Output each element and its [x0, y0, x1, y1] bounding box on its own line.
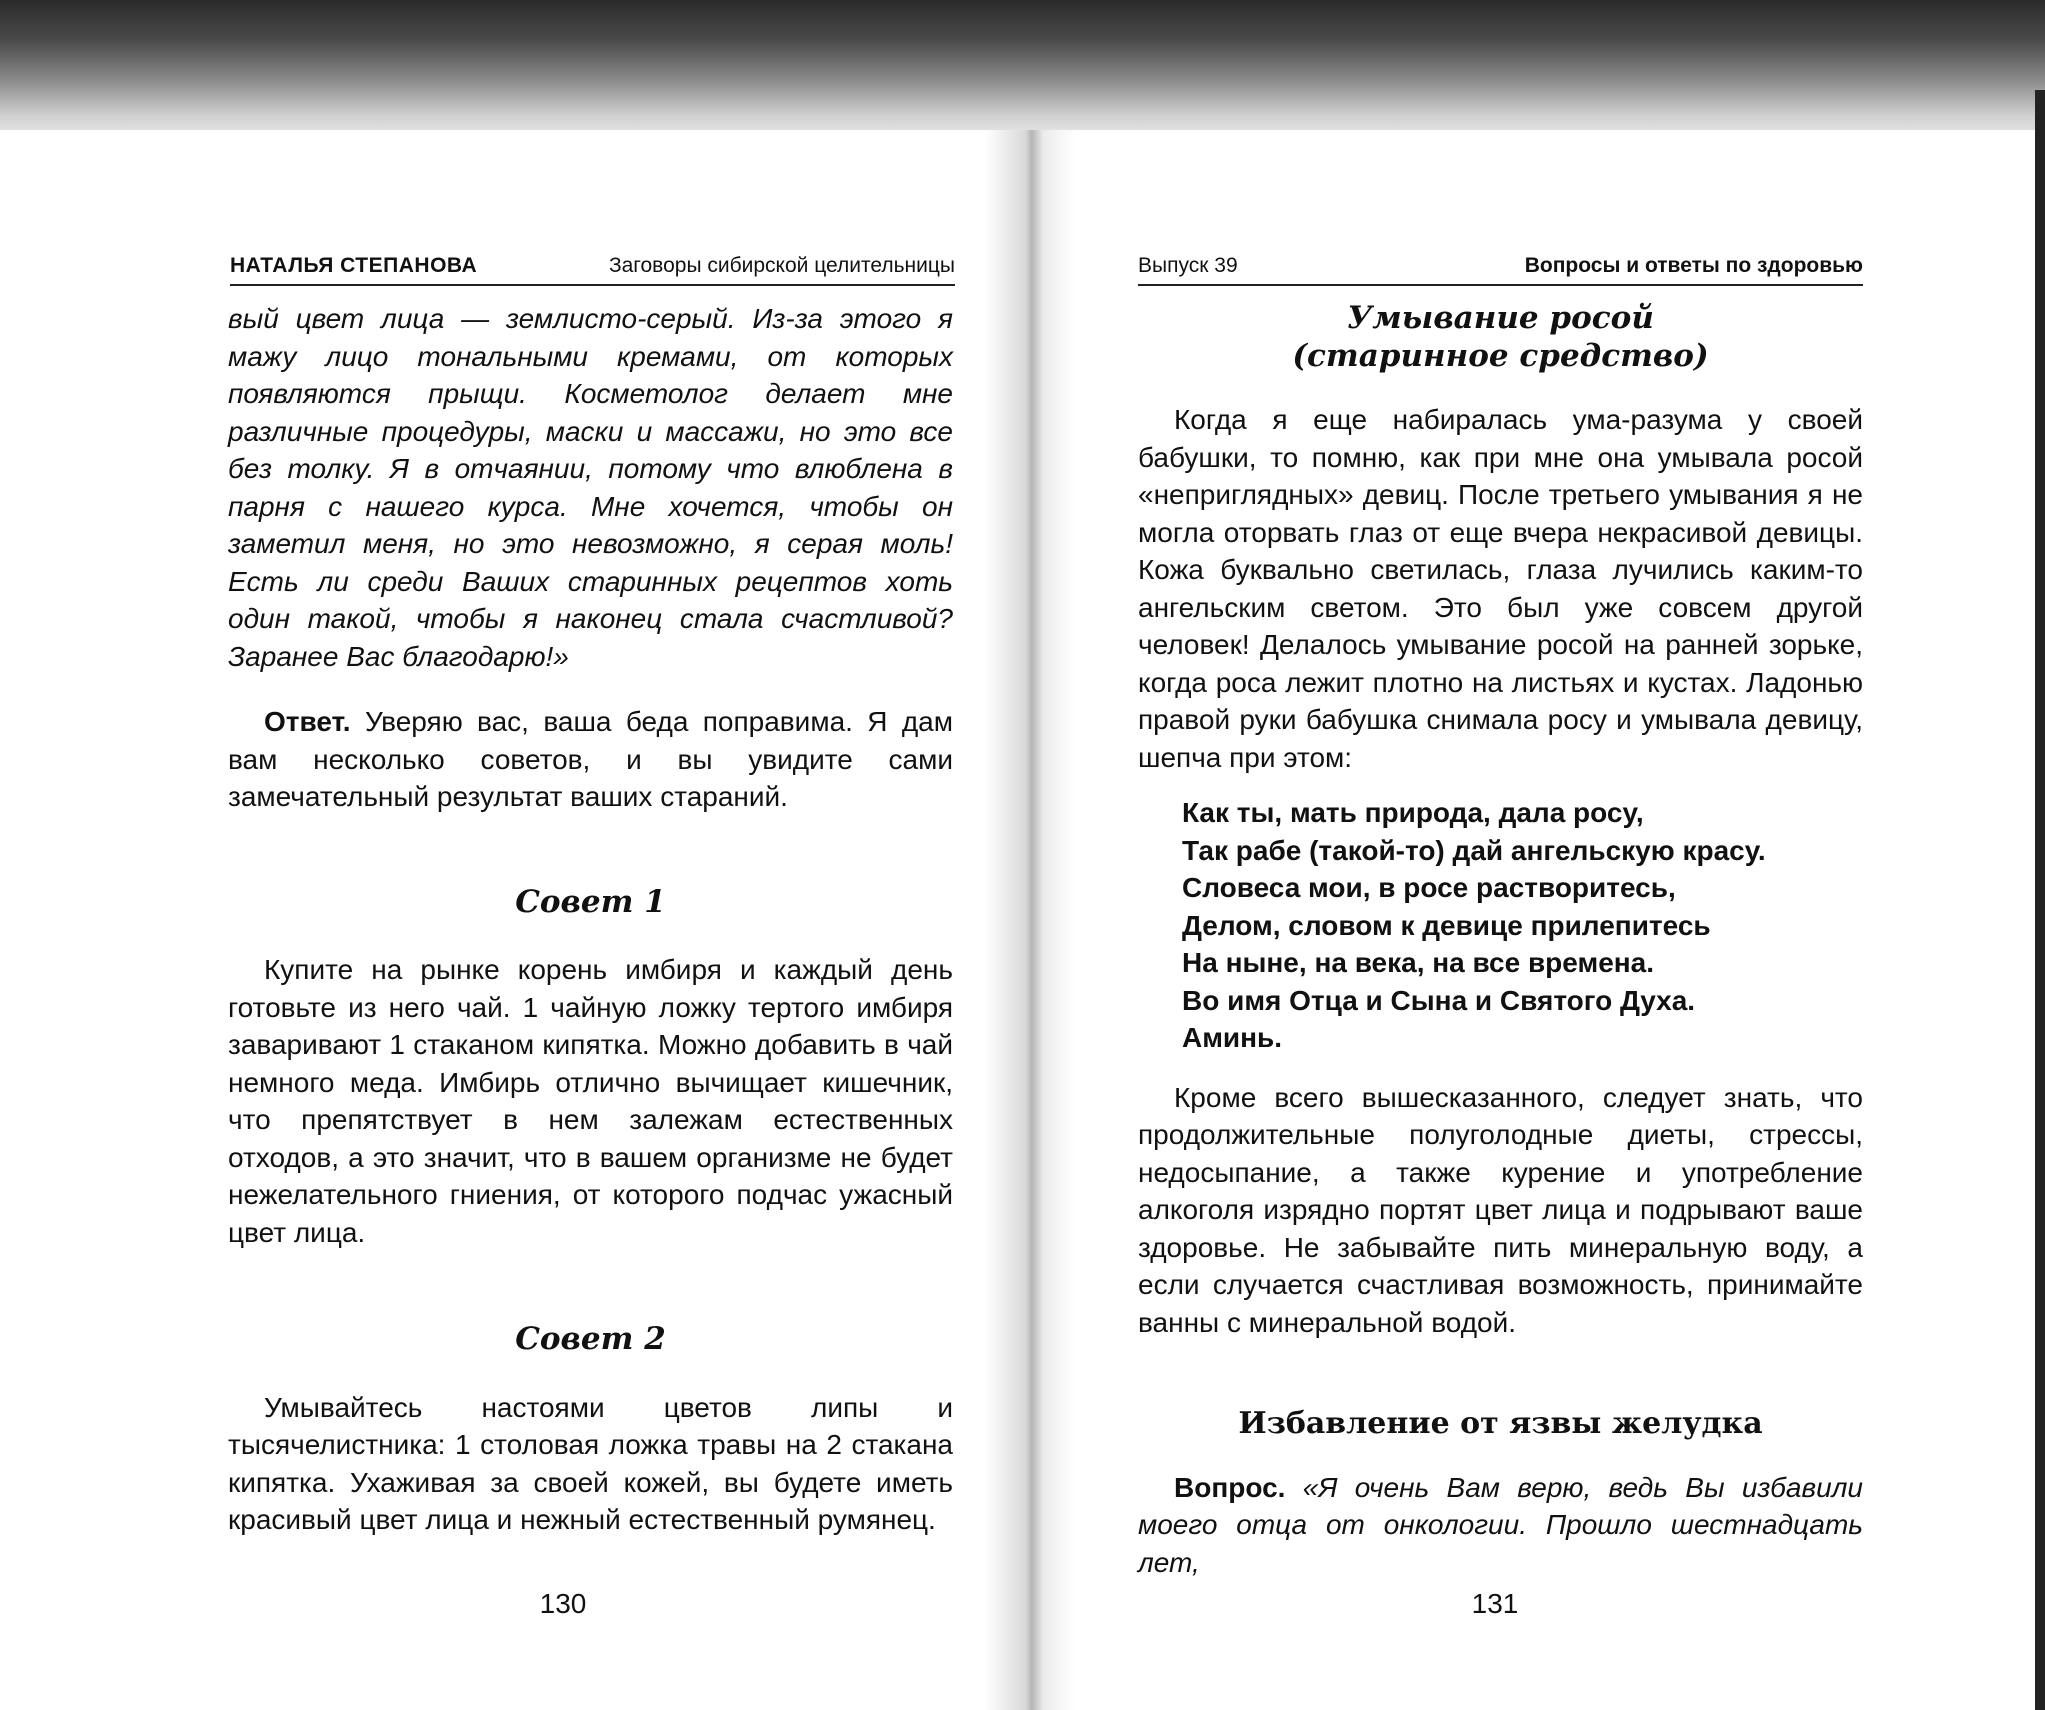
question-label: Вопрос. — [1174, 1471, 1286, 1503]
verse-line: На ныне, на века, на все времена. — [1182, 947, 1655, 978]
scan-right-edge — [2035, 90, 2045, 1710]
question-text: «Я очень Вам верю, ведь Вы избавили моего отца от онкологии. Прошло шестнадцать лет, — [1138, 1471, 1864, 1578]
verse-line: Во имя Отца и Сына и Святого Духа. — [1182, 984, 1696, 1016]
question-paragraph — [1138, 1469, 1863, 1582]
left-running-header — [230, 248, 955, 286]
book-gutter — [985, 130, 1075, 1710]
left-page-number: 130 — [539, 1588, 587, 1619]
verse-block — [1138, 794, 1863, 1057]
answer-label: Ответ. — [264, 706, 351, 737]
article-paragraph-2: Кроме всего вышесказанного, следует знать, что продолжительные полуголодные диеты, стрессы, недосыпание, а также курение и употребление алкоголя изрядно портят цвет лица и подрывают ваше здоровье. Не забывайте пить минеральную воду, а если случается счастливая возможность, принимайте ванны с минеральной водой. — [1138, 1081, 1863, 1338]
tip2-text: Умывайтесь настоями цветов липы и тысячелистника: 1 столовая ложка травы на 2 стакана кипятка. Ухаживая за своей кожей, вы будете иметь красивый цвет лица и нежный естественный румянец. — [228, 1391, 953, 1535]
tip2-title: Совет 2 — [515, 1321, 666, 1357]
scan-top-shadow — [0, 0, 2045, 150]
right-page-number: 131 — [1471, 1588, 1519, 1619]
article-title-line2: (старинное средство) — [1292, 337, 1709, 374]
tip1-title: Совет 1 — [515, 883, 666, 920]
article-paragraph-1: Когда я еще набиралась ума-разума у своей бабушки, то помню, как при мне она умывала росой «неприглядных» девиц. После третьего умывания я не могла оторвать глаз от еще вчера некрасивой девицы. Кожа буквально светилась, глаза лучились каким-то ангельским светом. Это был уже совсем другой человек! Делалось умывание росой на ранней зорьке, когда роса лежит плотно на листьях и кустах. Ладонью правой руки бабушка снимала росу и умывала девицу, шепча при этом: — [1138, 404, 1863, 773]
answer-paragraph — [228, 703, 953, 816]
header-issue: Выпуск 39 — [1138, 254, 1238, 277]
verse-line: Делом, словом к девице прилепитесь — [1182, 909, 1711, 941]
verse-line: Словеса мои, в росе растворитесь, — [1182, 872, 1676, 903]
right-text-column — [1138, 300, 1863, 1581]
verse-line: Так рабе (такой-то) дай ангельскую красу. — [1182, 834, 1766, 866]
tip1-text: Купите на рынке корень имбиря и каждый день готовьте из него чай. 1 чайную ложку тертого имбиря заваривают 1 стаканом кипятка. Можно добавить в чай немного меда. Имбирь отлично вычищает кишечник, что препятствует в нем залежам естественных отходов, а это значит, что в вашем организме не будет нежелательного гниения, от которого подчас ужасный цвет лица. — [228, 954, 953, 1248]
verse-line: Аминь. — [1182, 1022, 1283, 1053]
verse-line: Как ты, мать природа, дала росу, — [1182, 797, 1644, 828]
left-text-column — [228, 300, 953, 1539]
header-author: НАТАЛЬЯ СТЕПАНОВА — [230, 254, 478, 277]
answer-text: Уверяю вас, ваша беда поправима. Я дам вам несколько советов, и вы увидите сами замечательный результат ваших стараний. — [228, 706, 954, 812]
letter-text: вый цвет лица — землисто-серый. Из-за этого я мажу лицо тональными кремами, от которых появляются прыщи. Косметолог делает мне различные процедуры, маски и массажи, но это все без толку. Я в отчаянии, потому что влюблена в парня с нашего курса. Мне хочется, чтобы он заметил меня, но это невозможно, я серая моль! Есть ли среди Ваших старинных рецептов хоть один такой, чтобы я наконец стала счастливой? Заранее Вас благодарю!» — [228, 303, 953, 672]
header-section: Вопросы и ответы по здоровью — [1524, 254, 1863, 277]
section2-title: Избавление от язвы желудка — [1238, 1406, 1763, 1441]
header-book-title: Заговоры сибирской целительницы — [608, 254, 955, 277]
right-running-header — [1138, 248, 1863, 286]
article-title-line1: Умывание росой — [1347, 300, 1654, 336]
